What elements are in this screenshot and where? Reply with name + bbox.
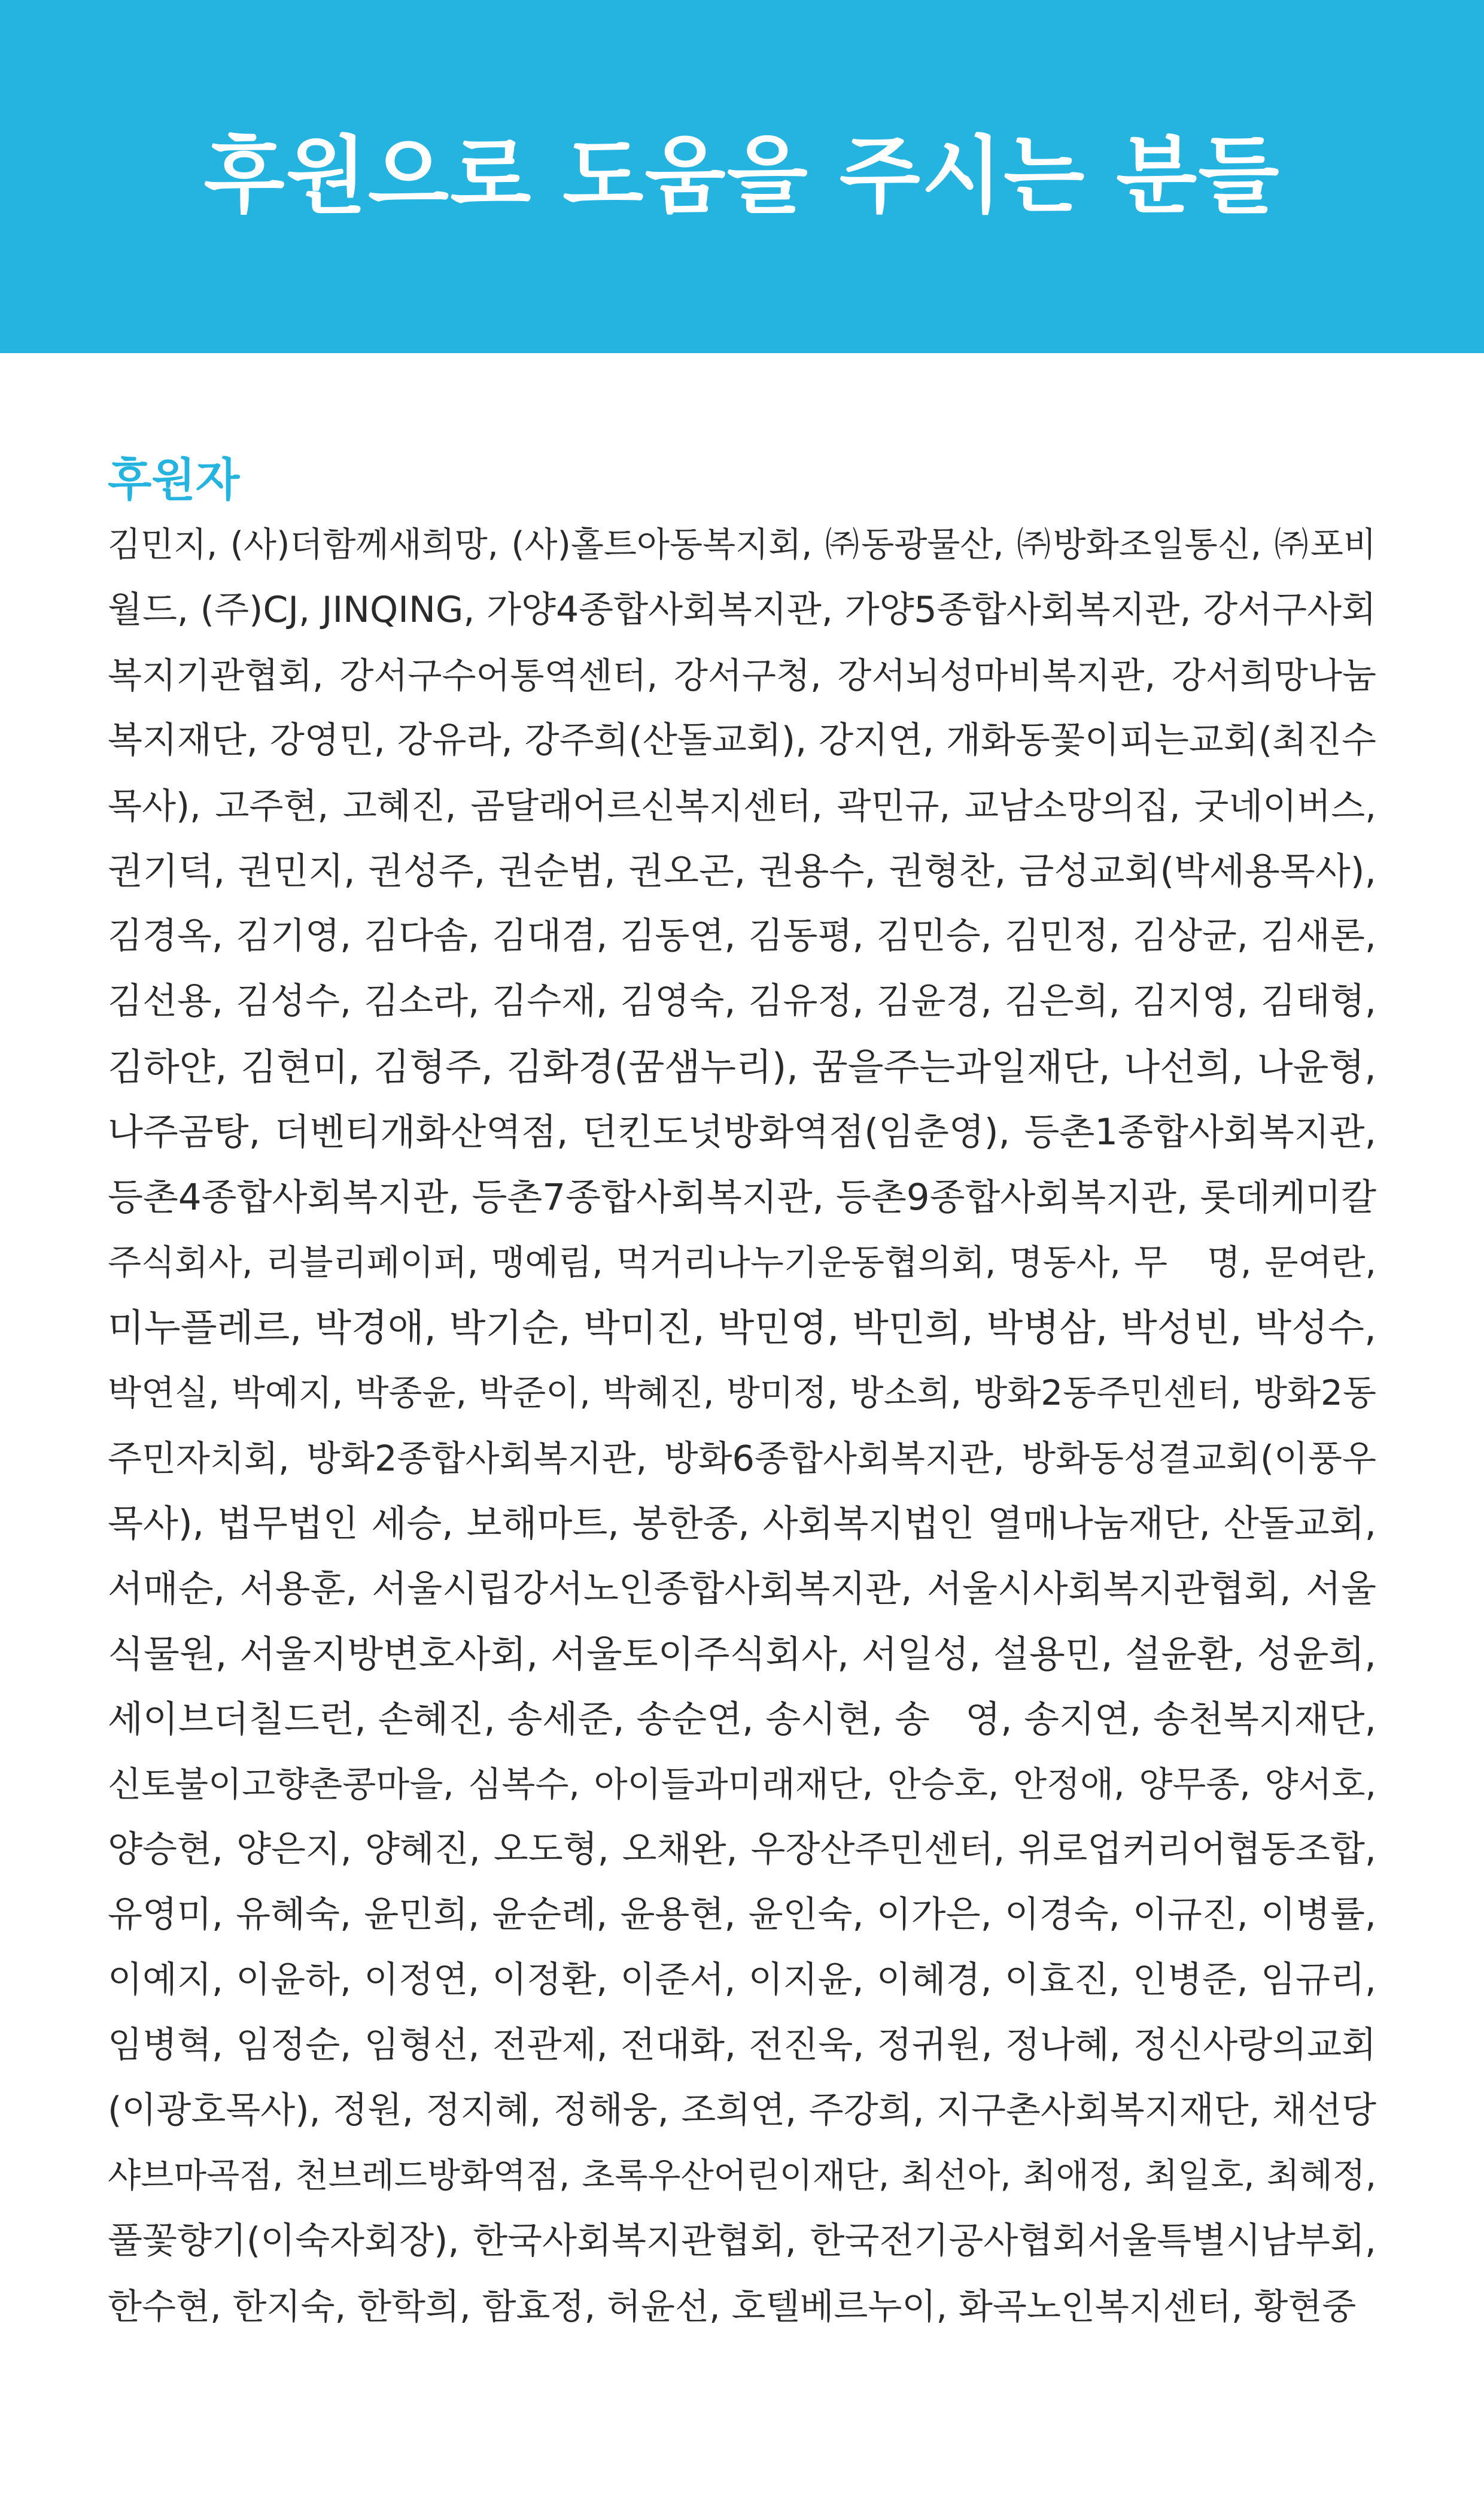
donor-line: 김경옥, 김기영, 김다솜, 김대겸, 김동연, 김동평, 김민승, 김민정, 김상균, 김새론, [108, 915, 1376, 957]
donor-line: 목사), 고주현, 고혜진, 곰달래어르신복지센터, 곽민규, 교남소망의집, 굿네이버스, [108, 785, 1376, 827]
donor-line: 복지기관협회, 강서구수어통역센터, 강서구청, 강서뇌성마비복지관, 강서희망나눔 [108, 655, 1376, 696]
donor-line: 유영미, 유혜숙, 윤민희, 윤순례, 윤용현, 윤인숙, 이가은, 이경숙, 이규진, 이병률, [108, 1894, 1376, 1936]
donor-line: 김하얀, 김현미, 김형주, 김화경(꿈샘누리), 꿈을주는과일재단, 나선희, 나윤형, [108, 1045, 1376, 1089]
section-title: 후원자 [108, 453, 240, 506]
page-title: 후원으로 도움을 주시는 분들 [203, 127, 1281, 225]
donor-line: 주식회사, 리블리페이퍼, 맹예림, 먹거리나누기운동협의회, 명동사, 무 명, 문여란, [108, 1242, 1376, 1283]
donor-line: 박연실, 박예지, 박종윤, 박준이, 박혜진, 방미정, 방소희, 방화2동주민센터, 방화2동 [108, 1372, 1376, 1413]
donor-line: 세이브더칠드런, 손혜진, 송세준, 송순연, 송시현, 송 영, 송지연, 송천복지재단, [108, 1698, 1376, 1740]
donor-line: 식물원, 서울지방변호사회, 서울토이주식회사, 서일성, 설용민, 설윤환, 성윤희, [108, 1632, 1376, 1676]
header-banner [0, 0, 1484, 353]
donor-list [108, 512, 1376, 2339]
donor-line: 월드, (주)CJ, JINQING, 가양4종합사회복지관, 가양5종합사회복지관, 강서구사회 [108, 589, 1376, 631]
donor-line: 한수현, 한지숙, 한학희, 함효정, 허윤선, 호텔베르누이, 화곡노인복지센터, 황현중 [108, 2286, 1357, 2327]
donor-line: 나주곰탕, 더벤티개화산역점, 던킨도넛방화역점(임춘영), 등촌1종합사회복지관, [108, 1111, 1376, 1153]
donor-line: 김민지, (사)더함께새희망, (사)홀트아동복지회, ㈜동광물산, ㈜방화조일통신, ㈜포비 [108, 525, 1376, 564]
donor-line: 목사), 법무법인 세승, 보해마트, 봉한종, 사회복지법인 열매나눔재단, 산돌교회, [108, 1502, 1376, 1545]
donor-line: 권기덕, 권민지, 권성주, 권순범, 권오곤, 권용수, 권형찬, 금성교회(박세용목사), [108, 850, 1376, 892]
donor-line: 임병혁, 임정순, 임형선, 전관제, 전대화, 전진욱, 정귀원, 정나혜, 정신사랑의교회 [108, 2024, 1376, 2066]
donor-line: 주민자치회, 방화2종합사회복지관, 방화6종합사회복지관, 방화동성결교회(이풍우 [108, 1438, 1376, 1479]
donor-section [108, 450, 1376, 2339]
donor-line: (이광호목사), 정원, 정지혜, 정해웅, 조희연, 주강희, 지구촌사회복지재단, 채선당 [108, 2089, 1376, 2131]
donor-line: 등촌4종합사회복지관, 등촌7종합사회복지관, 등촌9종합사회복지관, 롯데케미칼 [108, 1176, 1376, 1219]
donor-line: 미누플레르, 박경애, 박기순, 박미진, 박민영, 박민희, 박병삼, 박성빈, 박성수, [108, 1306, 1376, 1350]
donor-line: 이예지, 이윤하, 이정연, 이정환, 이준서, 이지윤, 이혜경, 이효진, 인병준, 임규리, [108, 1959, 1376, 2001]
donor-line: 샤브마곡점, 천브레드방화역점, 초록우산어린이재단, 최선아, 최애정, 최일호, 최혜정, [108, 2156, 1376, 2195]
donor-line: 신토불이고향촌콩마을, 심복수, 아이들과미래재단, 안승호, 안정애, 양무종, 양서호, [108, 1764, 1376, 1805]
donor-line: 양승현, 양은지, 양혜진, 오도형, 오채완, 우장산주민센터, 위로업커리어협동조합, [108, 1828, 1376, 1870]
donor-line: 복지재단, 강영민, 강유라, 강주희(산돌교회), 강지연, 개화동꽃이피는교회(최진수 [108, 719, 1376, 761]
donor-line: 풀꽃향기(이숙자회장), 한국사회복지관협회, 한국전기공사협회서울특별시남부회, [108, 2220, 1376, 2262]
donor-line: 김선용, 김성수, 김소라, 김수재, 김영숙, 김유정, 김윤경, 김은희, 김지영, 김태형, [108, 980, 1376, 1022]
donor-line: 서매순, 서용훈, 서울시립강서노인종합사회복지관, 서울시사회복지관협회, 서울 [108, 1568, 1376, 1610]
